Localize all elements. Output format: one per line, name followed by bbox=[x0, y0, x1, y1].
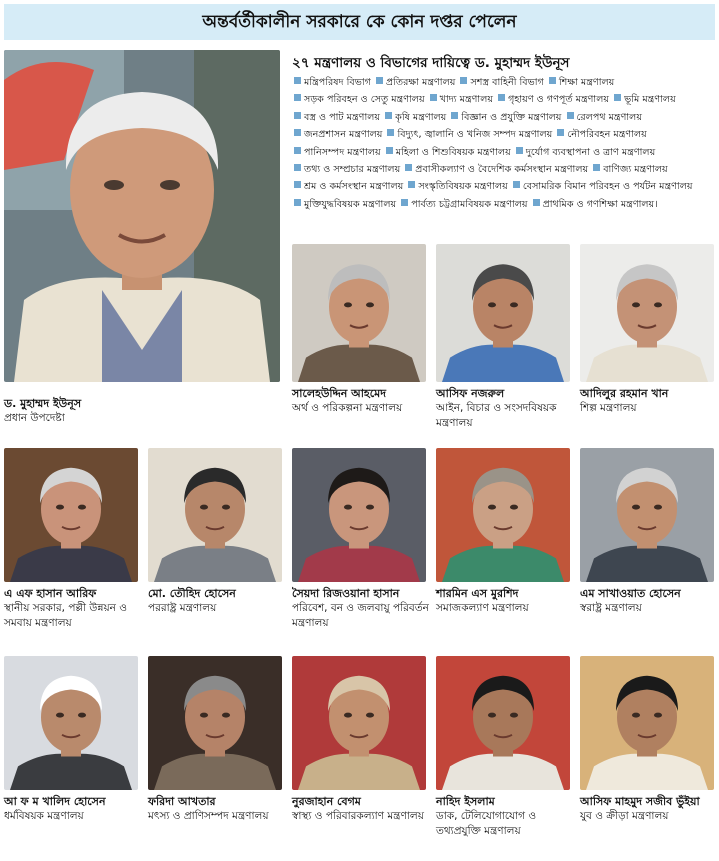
adviser-ministry: স্বরাষ্ট্র মন্ত্রণালয় bbox=[580, 602, 642, 614]
adviser-name: শারমিন এস মুরশিদ bbox=[436, 587, 519, 600]
chief-ministry-heading: ২৭ মন্ত্রণালয় ও বিভাগের দায়িত্বে ড. মুহাম্মদ ইউনূস bbox=[292, 55, 570, 71]
ministry-label: শ্রম ও কর্মসংস্থান মন্ত্রণালয় bbox=[304, 181, 404, 193]
ministry-item bbox=[531, 199, 658, 210]
adviser-photo bbox=[292, 448, 426, 582]
adviser-caption bbox=[436, 386, 578, 431]
adviser-name: ফরিদা আখতার bbox=[148, 795, 216, 808]
bullet-square-icon bbox=[614, 94, 621, 101]
bullet-square-icon bbox=[294, 181, 301, 188]
chief-adviser-name: ড. মুহাম্মদ ইউনূস bbox=[4, 397, 82, 410]
adviser-ministry: ডাক, টেলিযোগাযোগ ও তথ্যপ্রযুক্তি মন্ত্রণালয় bbox=[436, 810, 537, 837]
adviser-ministry: মৎস্য ও প্রাণিসম্পদ মন্ত্রণালয় bbox=[148, 810, 269, 822]
ministry-label: প্রতিরক্ষা মন্ত্রণালয় bbox=[386, 77, 456, 88]
bullet-square-icon bbox=[567, 112, 574, 119]
ministry-label: শিক্ষা মন্ত্রণালয় bbox=[558, 77, 615, 88]
bullet-square-icon bbox=[405, 164, 412, 171]
bullet-square-icon bbox=[430, 94, 437, 101]
ministry-label: প্রবাসীকল্যাণ ও বৈদেশিক কর্মসংস্থান মন্ত্রণালয় bbox=[415, 164, 589, 176]
bullet-square-icon bbox=[294, 164, 301, 171]
ministry-item bbox=[514, 147, 655, 158]
ministry-item bbox=[374, 77, 455, 88]
bullet-square-icon bbox=[294, 94, 301, 101]
adviser-name: সালেহউদ্দিন আহমেদ bbox=[292, 387, 387, 400]
bullet-square-icon bbox=[401, 199, 408, 206]
ministry-item bbox=[292, 147, 381, 158]
bullet-square-icon bbox=[451, 112, 458, 119]
ministry-item bbox=[496, 94, 609, 105]
adviser-caption bbox=[148, 586, 290, 616]
adviser-caption bbox=[436, 794, 578, 839]
adviser-ministry: যুব ও ক্রীড়া মন্ত্রণালয় bbox=[580, 810, 669, 822]
ministry-label: প্রাথমিক ও গণশিক্ষা মন্ত্রণালয়। bbox=[542, 198, 658, 210]
adviser-caption bbox=[292, 386, 434, 416]
adviser-name: মো. তৌহিদ হোসেন bbox=[148, 587, 236, 600]
adviser-photo bbox=[292, 244, 426, 382]
adviser-caption bbox=[436, 586, 578, 616]
adviser-caption bbox=[4, 586, 146, 631]
bullet-square-icon bbox=[557, 129, 564, 136]
bullet-square-icon bbox=[294, 77, 301, 84]
ministry-item bbox=[292, 94, 425, 105]
ministry-item bbox=[292, 181, 403, 192]
ministry-label: সড়ক পরিবহন ও সেতু মন্ত্রণালয় bbox=[304, 94, 425, 106]
ministry-label: বেসামরিক বিমান পরিবহন ও পর্যটন মন্ত্রণালয় bbox=[522, 181, 693, 193]
adviser-photo bbox=[436, 244, 570, 382]
ministry-label: মুক্তিযুদ্ধবিষয়ক মন্ত্রণালয় bbox=[304, 198, 397, 210]
ministry-label: পানিসম্পদ মন্ত্রণালয় bbox=[304, 146, 381, 158]
ministry-item bbox=[449, 112, 561, 123]
bullet-square-icon bbox=[516, 147, 523, 154]
bullet-square-icon bbox=[386, 147, 393, 154]
ministry-item bbox=[555, 129, 646, 140]
ministry-item bbox=[385, 129, 552, 140]
adviser-ministry: পররাষ্ট্র মন্ত্রণালয় bbox=[148, 602, 217, 614]
chief-adviser-photo bbox=[4, 50, 280, 382]
bullet-square-icon bbox=[294, 129, 301, 136]
chief-adviser-caption bbox=[4, 396, 280, 426]
ministry-label: মহিলা ও শিশুবিষয়ক মন্ত্রণালয় bbox=[395, 146, 511, 158]
ministry-label: নৌপরিবহন মন্ত্রণালয় bbox=[567, 129, 647, 141]
adviser-caption bbox=[148, 794, 290, 824]
ministry-label: জনপ্রশাসন মন্ত্রণালয় bbox=[304, 129, 383, 141]
bullet-square-icon bbox=[376, 77, 383, 84]
ministry-label: সশস্ত্র বাহিনী বিভাগ bbox=[470, 77, 544, 88]
ministry-item bbox=[292, 129, 382, 140]
ministry-item bbox=[292, 199, 396, 210]
adviser-ministry: অর্থ ও পরিকল্পনা মন্ত্রণালয় bbox=[292, 402, 403, 414]
ministry-item bbox=[458, 77, 543, 88]
ministry-label: পার্বত্য চট্টগ্রামবিষয়ক মন্ত্রণালয় bbox=[411, 198, 528, 210]
adviser-name: সৈয়দা রিজওয়ানা হাসান bbox=[292, 587, 400, 600]
ministry-item bbox=[399, 199, 527, 210]
adviser-photo bbox=[580, 448, 714, 582]
chief-adviser-role: প্রধান উপদেষ্টা bbox=[4, 412, 65, 424]
adviser-photo bbox=[292, 656, 426, 790]
bullet-square-icon bbox=[387, 129, 394, 136]
ministry-label: রেলপথ মন্ত্রণালয় bbox=[576, 111, 642, 123]
bullet-square-icon bbox=[460, 77, 467, 84]
adviser-name: এ এফ হাসান আরিফ bbox=[4, 587, 97, 600]
adviser-name: নুরজাহান বেগম bbox=[292, 795, 361, 808]
ministry-item bbox=[547, 77, 614, 88]
ministry-item bbox=[384, 147, 511, 158]
ministry-item bbox=[612, 94, 676, 105]
adviser-caption bbox=[580, 386, 719, 416]
ministry-label: খাদ্য মন্ত্রণালয় bbox=[439, 94, 493, 106]
headline-banner bbox=[4, 4, 715, 40]
ministry-label: বিজ্ঞান ও প্রযুক্তি মন্ত্রণালয় bbox=[461, 111, 562, 123]
ministry-item bbox=[565, 112, 642, 123]
ministry-label: তথ্য ও সম্প্রচার মন্ত্রণালয় bbox=[304, 164, 401, 176]
adviser-caption bbox=[292, 586, 434, 631]
ministry-item bbox=[292, 77, 371, 88]
adviser-photo bbox=[148, 656, 282, 790]
adviser-photo bbox=[580, 244, 714, 382]
adviser-caption bbox=[4, 794, 146, 824]
adviser-photo bbox=[4, 448, 138, 582]
adviser-ministry: স্থানীয় সরকার, পল্লী উন্নয়ন ও সমবায় মন্ত্রণালয় bbox=[4, 602, 127, 629]
bullet-square-icon bbox=[498, 94, 505, 101]
headline: অন্তর্বর্তীকালীন সরকারে কে কোন দপ্তর পেলেন bbox=[202, 12, 517, 32]
ministry-item bbox=[403, 164, 588, 175]
chief-ministry-list bbox=[292, 74, 714, 213]
ministry-item bbox=[406, 181, 507, 192]
ministry-item bbox=[383, 112, 446, 123]
ministry-label: কৃষি মন্ত্রণালয় bbox=[395, 111, 447, 123]
adviser-name: আ ফ ম খালিদ হোসেন bbox=[4, 795, 106, 808]
adviser-ministry: পরিবেশ, বন ও জলবায়ু পরিবর্তন মন্ত্রণালয় bbox=[292, 602, 429, 629]
adviser-photo bbox=[4, 656, 138, 790]
adviser-caption bbox=[580, 794, 719, 824]
bullet-square-icon bbox=[533, 199, 540, 206]
ministry-item bbox=[428, 94, 493, 105]
bullet-square-icon bbox=[385, 112, 392, 119]
ministry-item bbox=[511, 181, 693, 192]
ministry-label: বিদ্যুৎ, জ্বালানি ও খনিজ সম্পদ মন্ত্রণালয় bbox=[397, 129, 553, 141]
ministry-label: দুর্যোগ ব্যবস্থাপনা ও ত্রাণ মন্ত্রণালয় bbox=[525, 146, 656, 158]
bullet-square-icon bbox=[513, 181, 520, 188]
adviser-photo bbox=[148, 448, 282, 582]
adviser-ministry: স্বাস্থ্য ও পরিবারকল্যাণ মন্ত্রণালয় bbox=[292, 810, 424, 822]
bullet-square-icon bbox=[294, 147, 301, 154]
ministry-label: বস্ত্র ও পাট মন্ত্রণালয় bbox=[304, 111, 381, 123]
ministry-item bbox=[591, 164, 667, 175]
bullet-square-icon bbox=[294, 112, 301, 119]
adviser-name: আদিলুর রহমান খান bbox=[580, 387, 669, 400]
ministry-item bbox=[292, 164, 400, 175]
bullet-square-icon bbox=[593, 164, 600, 171]
adviser-photo bbox=[436, 448, 570, 582]
ministry-label: ভূমি মন্ত্রণালয় bbox=[624, 94, 676, 106]
adviser-ministry: সমাজকল্যাণ মন্ত্রণালয় bbox=[436, 602, 529, 614]
adviser-name: নাহিদ ইসলাম bbox=[436, 795, 495, 808]
ministry-label: বাণিজ্য মন্ত্রণালয় bbox=[603, 164, 668, 176]
adviser-ministry: ধর্মবিষয়ক মন্ত্রণালয় bbox=[4, 810, 84, 822]
adviser-caption bbox=[580, 586, 719, 616]
adviser-photo bbox=[436, 656, 570, 790]
ministry-label: মন্ত্রিপরিষদ বিভাগ bbox=[304, 77, 371, 88]
adviser-name: আসিফ মাহমুদ সজীব ভুঁইয়া bbox=[580, 795, 700, 808]
adviser-name: আসিফ নজরুল bbox=[436, 387, 505, 400]
adviser-caption bbox=[292, 794, 434, 824]
adviser-ministry: আইন, বিচার ও সংসদবিষয়ক মন্ত্রণালয় bbox=[436, 402, 557, 429]
bullet-square-icon bbox=[408, 181, 415, 188]
adviser-ministry: শিল্প মন্ত্রণালয় bbox=[580, 402, 637, 414]
bullet-square-icon bbox=[549, 77, 556, 84]
ministry-label: সংস্কৃতিবিষয়ক মন্ত্রণালয় bbox=[418, 181, 508, 193]
bullet-square-icon bbox=[294, 199, 301, 206]
ministry-item bbox=[292, 112, 380, 123]
ministry-label: গৃহায়ণ ও গণপূর্ত মন্ত্রণালয় bbox=[508, 94, 610, 106]
adviser-name: এম সাখাওয়াত হোসেন bbox=[580, 587, 681, 600]
adviser-photo bbox=[580, 656, 714, 790]
